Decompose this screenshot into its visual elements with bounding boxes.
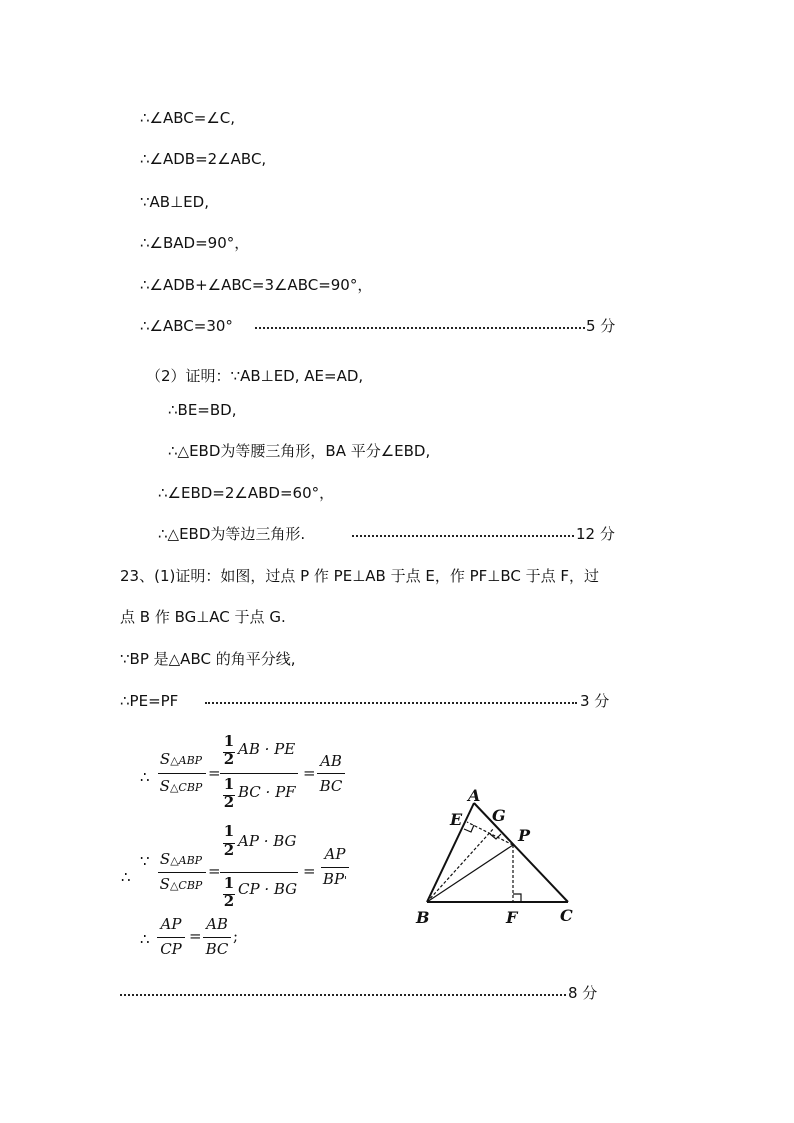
fraction-bar — [203, 937, 231, 938]
label-c: C — [560, 906, 573, 925]
label-p: P — [518, 826, 531, 845]
half-den: 2 — [223, 841, 235, 859]
therefore-symbol: ∴ — [121, 868, 131, 886]
half-num: 1 — [223, 874, 235, 892]
fraction-bar — [158, 872, 206, 873]
numerator-product: AB · PE — [238, 740, 296, 758]
ratio-denominator: BC — [205, 940, 229, 958]
fraction-bar — [321, 867, 349, 868]
triangle-figure — [410, 785, 600, 935]
equals-sign: = — [303, 862, 316, 880]
ratio-denominator: CP — [160, 940, 182, 958]
proof-line: ∴△EBD为等边三角形. — [158, 525, 306, 543]
proof-line: ∴PE=PF — [120, 692, 179, 710]
ratio-numerator: AP — [160, 915, 182, 933]
proof-line: ∴BE=BD, — [168, 401, 237, 419]
area-fraction-denominator: S△CBP — [159, 875, 203, 893]
equals-sign: = — [189, 927, 202, 945]
label-b: B — [416, 908, 430, 927]
fraction-bar — [157, 937, 185, 938]
equals-sign: = — [303, 764, 316, 782]
therefore-symbol: ∴ — [140, 930, 150, 948]
denominator-product: CP · BG — [238, 880, 298, 898]
score-label: 3 分 — [580, 692, 610, 710]
proof-line: ∴△EBD为等腰三角形，BA 平分∠EBD, — [168, 442, 431, 460]
question-text: 点 B 作 BG⊥AC 于点 G. — [120, 608, 286, 626]
score-label: 8 分 — [568, 984, 598, 1002]
ratio-numerator: AB — [320, 752, 342, 770]
right-angle-f — [513, 894, 521, 902]
proof-line: ∵BP 是△ABC 的角平分线, — [120, 650, 296, 668]
ratio-numerator: AP — [324, 845, 346, 863]
dot-leader — [255, 327, 585, 329]
side-ac — [474, 803, 568, 902]
proof-line: ∴∠ADB+∠ABC=3∠ABC=90°， — [140, 276, 373, 294]
proof-line: ∴∠BAD=90°， — [140, 234, 250, 252]
label-f: F — [506, 908, 518, 927]
question-text: 23、(1)证明：如图，过点 P 作 PE⊥AB 于点 E，作 PF⊥BC 于点 F，过 — [120, 567, 600, 585]
segment-bg — [427, 828, 494, 902]
area-fraction: S△ABP — [159, 750, 203, 768]
right-angle-e — [464, 825, 474, 832]
fraction-bar — [220, 872, 298, 873]
proof-line: ∴∠ABC=∠C, — [140, 109, 236, 127]
dot-leader — [205, 702, 577, 704]
dot-leader — [352, 535, 574, 537]
dot-leader — [120, 994, 566, 996]
area-fraction-denominator: S△CBP — [159, 777, 203, 795]
fraction-bar — [317, 773, 345, 774]
because-symbol: ∵ — [140, 852, 150, 870]
ratio-denominator: BC — [319, 777, 343, 795]
half-den: 2 — [223, 750, 235, 768]
denominator-product: BC · PF — [238, 783, 296, 801]
fraction-bar — [158, 773, 206, 774]
half-num: 1 — [223, 822, 235, 840]
score-label: 5 分 — [586, 317, 616, 335]
equals-sign: = — [208, 862, 221, 880]
fraction-bar — [220, 773, 298, 774]
half-den: 2 — [223, 793, 235, 811]
numerator-product: AP · BG — [238, 832, 297, 850]
half-num: 1 — [223, 732, 235, 750]
half-den: 2 — [223, 892, 235, 910]
proof-line: ∴∠ABC=30° — [140, 317, 233, 335]
label-e: E — [450, 810, 463, 829]
score-label: 12 分 — [576, 525, 615, 543]
proof-line: （2）证明：∵AB⊥ED, AE=AD, — [146, 367, 364, 385]
proof-line: ∴∠EBD=2∠ABD=60°， — [158, 484, 335, 502]
proof-line: ∵AB⊥ED, — [140, 193, 209, 211]
ratio-denominator: BP' — [322, 870, 348, 888]
therefore-symbol: ∴ — [140, 768, 150, 786]
area-fraction: S△ABP — [159, 850, 203, 868]
equals-sign: = — [208, 764, 221, 782]
ratio-numerator: AB — [206, 915, 228, 933]
semicolon: ; — [233, 927, 239, 945]
label-g: G — [492, 806, 506, 825]
label-a: A — [468, 786, 481, 805]
half-num: 1 — [223, 775, 235, 793]
proof-line: ∴∠ADB=2∠ABC, — [140, 150, 267, 168]
